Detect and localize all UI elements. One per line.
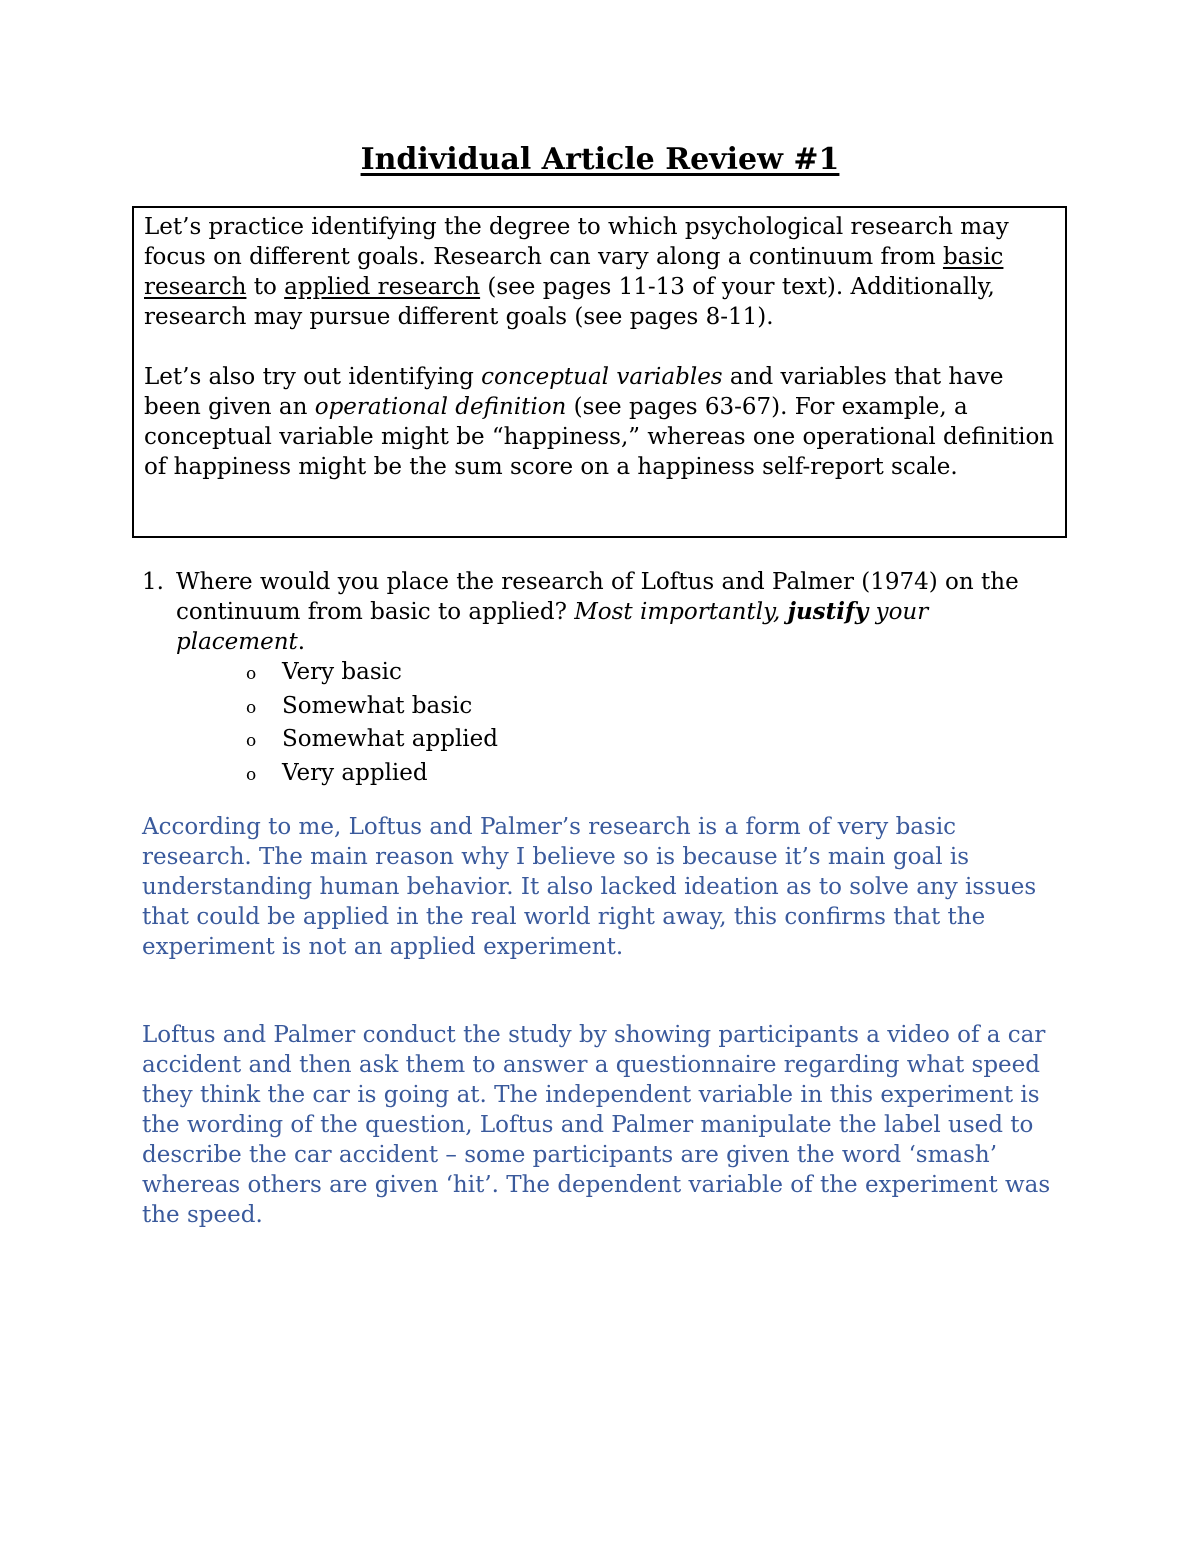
option-very-basic: o Very basic <box>246 657 498 691</box>
circle-bullet-icon: o <box>246 664 257 684</box>
operational-definition-term: operational definition <box>314 394 567 420</box>
placement-options <box>246 657 498 791</box>
instructions-paragraph-1: Let’s practice identifying the degree to which psychological research may focus on different goals. Research can vary along a continuum from basic research to applied research (see pages 11-13 of your text). Additionally, research may pursue different goals (see pages 8-11). <box>144 214 1009 330</box>
question-1 <box>142 567 1062 657</box>
basic-research-term: basic research <box>144 244 1004 300</box>
option-somewhat-applied: o Somewhat applied <box>246 724 498 758</box>
option-somewhat-basic: o Somewhat basic <box>246 691 498 725</box>
circle-bullet-icon: o <box>246 697 257 718</box>
circle-bullet-icon: o <box>246 731 257 751</box>
answer-paragraph-1: According to me, Loftus and Palmer’s research is a form of very basic research. The main reason why I believe so is because it’s main goal is understanding human behavior. It also lacked ideation as to solve any issues that could be applied in the real world right away, this confirms that the experiment is not an applied experiment. <box>142 814 1037 960</box>
instructions-paragraph-2: Let’s also try out identifying conceptual variables and variables that have been given an operational definition (see pages 63-67). For example, a conceptual variable might be “happiness,” whereas one operational definition of happiness might be the sum score on a happiness self-report scale. <box>144 364 1055 480</box>
applied-research-term: applied research <box>284 274 481 300</box>
circle-bullet-icon: o <box>246 764 257 785</box>
instructions-box <box>132 206 1067 538</box>
option-very-applied: o Very applied <box>246 758 498 792</box>
conceptual-variables-term: conceptual variables <box>481 364 723 390</box>
question-text: Where would you place the research of Loftus and Palmer (1974) on the continuum from basic to applied? Most importantly, justify your placement. <box>176 569 1019 655</box>
answer-paragraph-2: Loftus and Palmer conduct the study by showing participants a video of a car accident and then ask them to answer a questionnaire regarding what speed they think the car is going at. The independent variable in this experiment is the wording of the question, Loftus and Palmer manipulate the label used to describe the car accident – some participants are given the word ‘smash’ whereas others are given ‘hit’. The dependent variable of the experiment was the speed. <box>142 1022 1051 1228</box>
question-number: 1. <box>142 569 164 595</box>
page-title: Individual Article Review #1 <box>360 142 840 177</box>
